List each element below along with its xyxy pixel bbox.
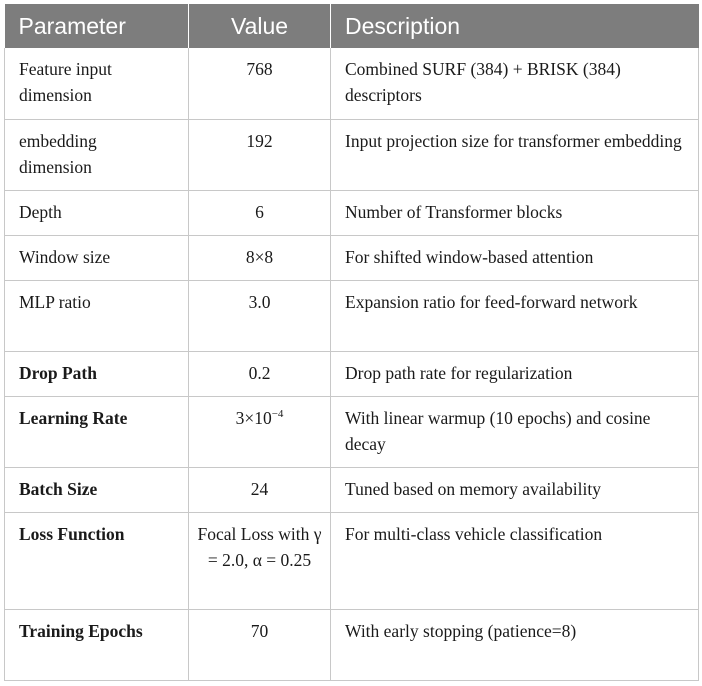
description-cell: Combined SURF (384) + BRISK (384) descriptors — [331, 48, 699, 119]
header-description: Description — [331, 4, 699, 48]
description-cell: Number of Transformer blocks — [331, 190, 699, 235]
description-cell: Input projection size for transformer embedding — [331, 119, 699, 190]
value-cell: 3.0 — [189, 280, 331, 351]
table-row — [5, 609, 699, 680]
table-row — [5, 467, 699, 512]
value-cell: 70 — [189, 609, 331, 680]
header-parameter: Parameter — [5, 4, 189, 48]
parameter-cell: Depth — [5, 190, 189, 235]
table-row — [5, 512, 699, 609]
parameter-cell: Drop Path — [5, 351, 189, 396]
header-row — [5, 4, 699, 48]
parameter-cell: Training Epochs — [5, 609, 189, 680]
value-cell — [189, 396, 331, 467]
description-cell: Drop path rate for regularization — [331, 351, 699, 396]
value-cell: 6 — [189, 190, 331, 235]
table-row — [5, 48, 699, 119]
value-cell: 24 — [189, 467, 331, 512]
table-header — [5, 4, 699, 48]
parameter-cell: Feature input dimension — [5, 48, 189, 119]
value-cell: 0.2 — [189, 351, 331, 396]
value-cell: Focal Loss with γ = 2.0, α = 0.25 — [189, 512, 331, 609]
header-value: Value — [189, 4, 331, 48]
value-cell: 768 — [189, 48, 331, 119]
parameters-table — [4, 4, 699, 681]
table-row — [5, 351, 699, 396]
table-row — [5, 396, 699, 467]
table-row — [5, 119, 699, 190]
description-cell: Expansion ratio for feed-forward network — [331, 280, 699, 351]
value-base: 3×10 — [235, 407, 272, 428]
table-row — [5, 190, 699, 235]
value-cell: 192 — [189, 119, 331, 190]
description-cell: For shifted window-based attention — [331, 235, 699, 280]
parameter-cell: Loss Function — [5, 512, 189, 609]
table-row — [5, 235, 699, 280]
value-cell: 8×8 — [189, 235, 331, 280]
parameter-cell: Batch Size — [5, 467, 189, 512]
value-exponent: −4 — [271, 407, 284, 420]
description-cell: With early stopping (patience=8) — [331, 609, 699, 680]
description-cell: With linear warmup (10 epochs) and cosine decay — [331, 396, 699, 467]
table-row — [5, 280, 699, 351]
parameter-cell: embedding dimension — [5, 119, 189, 190]
description-cell: Tuned based on memory availability — [331, 467, 699, 512]
parameter-cell: Window size — [5, 235, 189, 280]
parameter-cell: MLP ratio — [5, 280, 189, 351]
parameter-cell: Learning Rate — [5, 396, 189, 467]
table-body — [5, 48, 699, 680]
description-cell: For multi-class vehicle classification — [331, 512, 699, 609]
